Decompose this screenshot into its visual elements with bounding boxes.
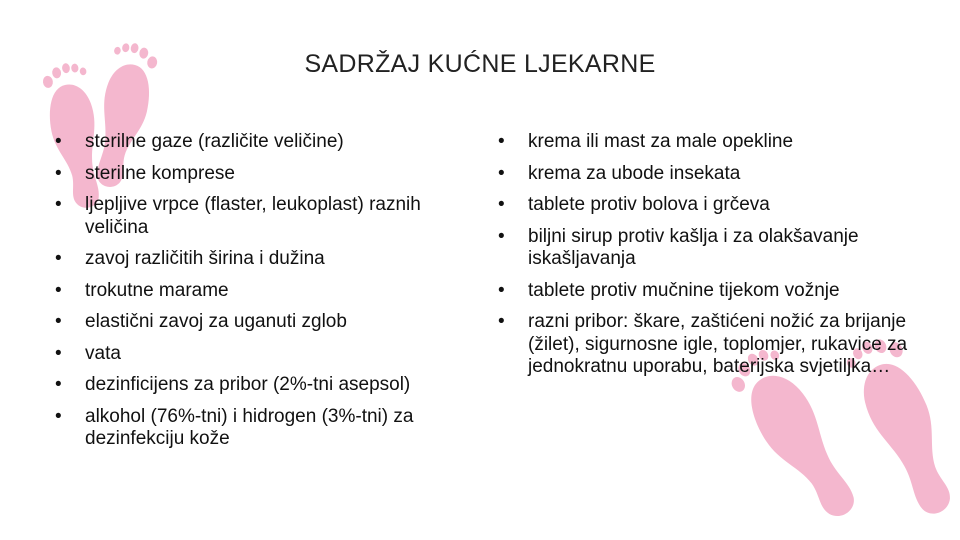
list-item: • dezinficijens za pribor (2%-tni asepsol) (55, 374, 475, 397)
list-item: • sterilne gaze (različite veličine) (55, 131, 475, 154)
list-item: • tablete protiv mučnine tijekom vožnje (498, 280, 918, 303)
list-item: • razni pribor: škare, zaštićeni nožić za brijanje (žilet), sigurnosne igle, toplomjer, rukavice za jednokratnu uporabu, baterijska svjetiljka… (498, 311, 918, 379)
list-item: • tablete protiv bolova i grčeva (498, 194, 918, 217)
list-item: • biljni sirup protiv kašlja i za olakšavanje iskašljavanja (498, 226, 918, 271)
left-bullet-list (55, 131, 475, 460)
list-item: • krema ili mast za male opekline (498, 131, 918, 154)
list-item: • vata (55, 343, 475, 366)
list-item: • krema za ubode insekata (498, 163, 918, 186)
right-bullet-list (498, 131, 918, 388)
list-item: • sterilne komprese (55, 163, 475, 186)
list-item: • zavoj različitih širina i dužina (55, 248, 475, 271)
list-item: • alkohol (76%-tni) i hidrogen (3%-tni) za dezinfekciju kože (55, 406, 475, 451)
list-item: • ljepljive vrpce (flaster, leukoplast) raznih veličina (55, 194, 475, 239)
list-item: • elastični zavoj za uganuti zglob (55, 311, 475, 334)
list-item: • trokutne marame (55, 280, 475, 303)
slide-title: SADRŽAJ KUĆNE LJEKARNE (304, 50, 656, 78)
